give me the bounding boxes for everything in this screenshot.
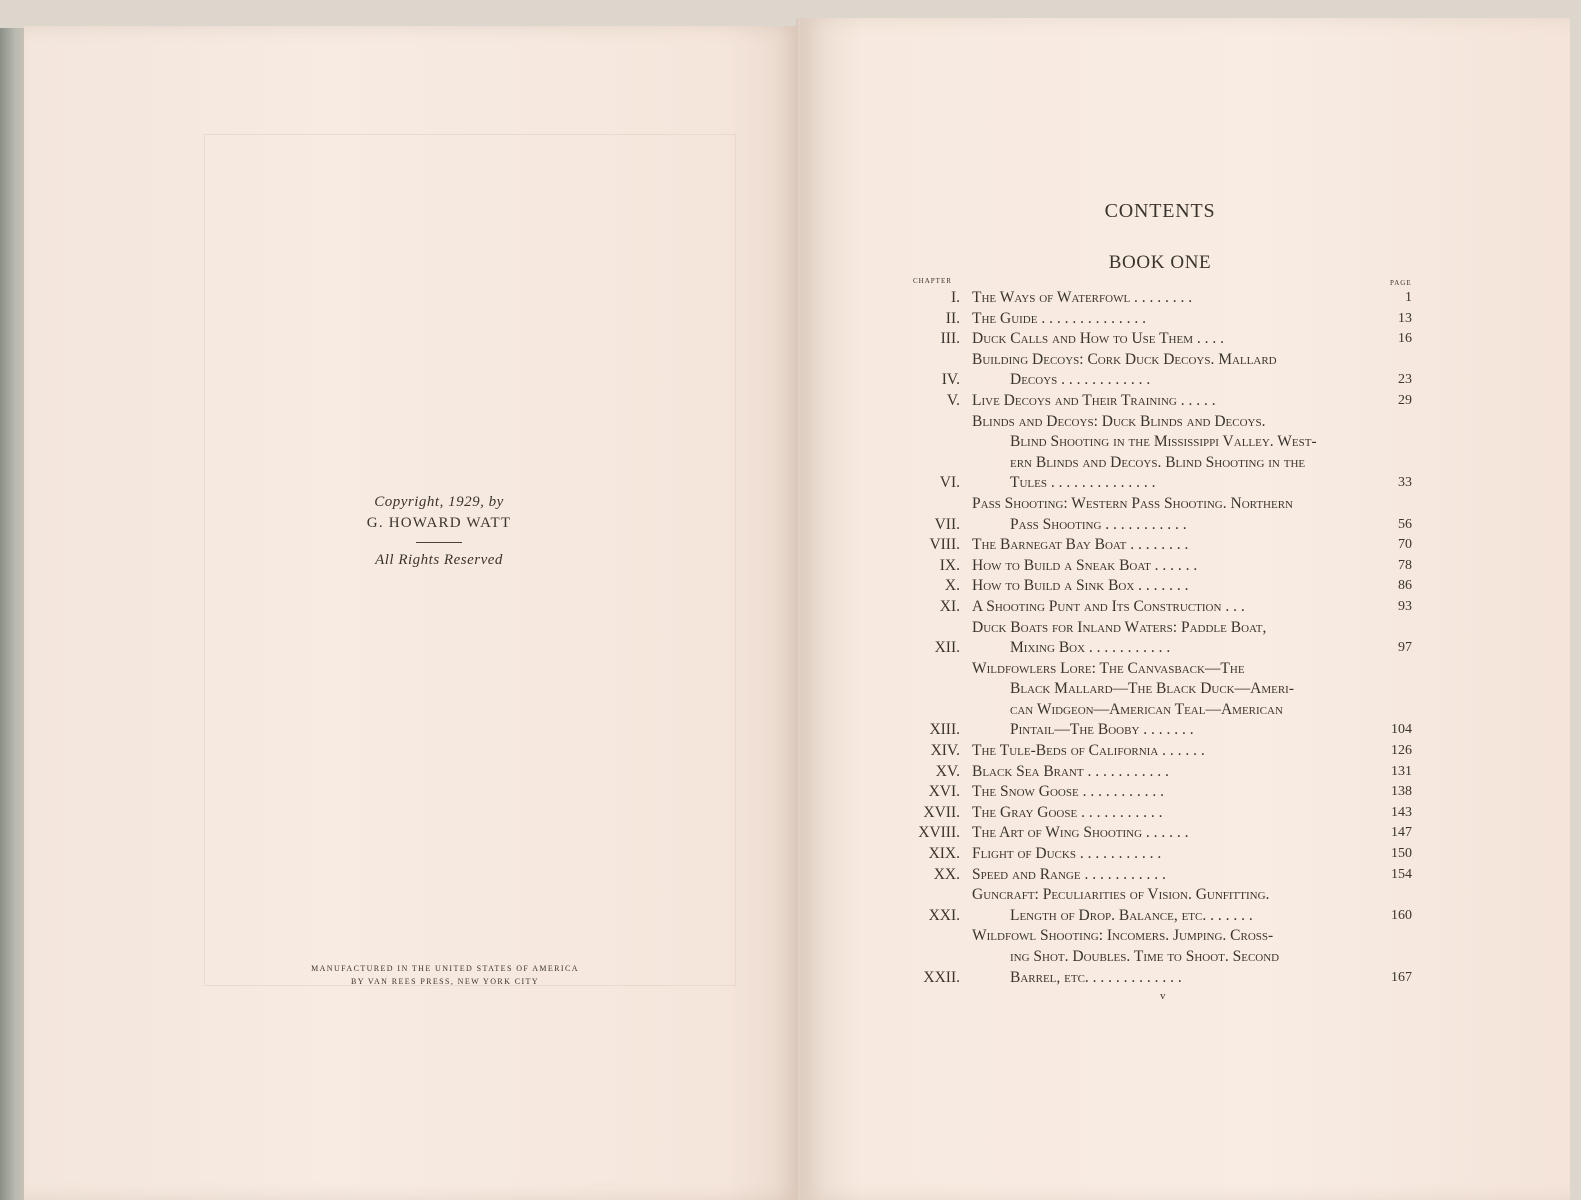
chapter-title — [972, 391, 1378, 412]
chapter-number: XII. — [934, 639, 960, 657]
table-of-contents — [900, 288, 1440, 988]
chapter-title-line: Decoys . . . . . . . . . . . . — [1010, 371, 1151, 389]
chapter-number: XIV. — [930, 742, 960, 760]
toc-entry — [900, 494, 1440, 535]
chapter-title — [972, 350, 1378, 391]
chapter-title-line: Pass Shooting . . . . . . . . . . . — [1010, 515, 1187, 533]
page-number: 23 — [1398, 372, 1412, 388]
page-number: 143 — [1391, 804, 1412, 820]
chapter-title — [972, 926, 1378, 988]
chapter-title — [972, 556, 1378, 577]
chapter-number: XX. — [933, 865, 960, 883]
chapter-title — [972, 535, 1378, 556]
toc-entry — [900, 597, 1440, 618]
toc-entry — [900, 762, 1440, 783]
copyright-block — [330, 494, 548, 569]
chapter-number: VII. — [934, 515, 960, 533]
chapter-number: XXII. — [923, 968, 960, 986]
page-number: 150 — [1391, 846, 1412, 862]
manufacturer-line: BY VAN REES PRESS, NEW YORK CITY — [350, 977, 539, 986]
chapter-title — [972, 576, 1378, 597]
page-number: 167 — [1391, 969, 1412, 985]
chapter-title — [972, 844, 1378, 865]
chapter-title — [972, 412, 1378, 494]
chapter-title — [972, 618, 1378, 659]
chapter-number: IV. — [941, 371, 960, 389]
chapter-title — [972, 865, 1378, 886]
chapter-title-line: The Ways of Waterfowl . . . . . . . . — [972, 289, 1193, 306]
chapter-number: XI. — [939, 597, 960, 615]
chapter-title-line: How to Build a Sink Box . . . . . . . — [972, 577, 1189, 595]
chapter-title-line: Live Decoys and Their Training . . . . . — [972, 391, 1216, 409]
rights-line: All Rights Reserved — [375, 552, 503, 568]
chapter-title-line: Flight of Ducks . . . . . . . . . . . — [972, 845, 1162, 863]
chapter-title-line: can Widgeon—American Teal—American — [1010, 700, 1283, 718]
chapter-title — [972, 288, 1378, 309]
page-number: 160 — [1391, 907, 1412, 923]
book-cover-edge — [0, 28, 26, 1200]
page-number: 33 — [1398, 475, 1412, 491]
chapter-number: I. — [950, 289, 960, 306]
chapter-title — [972, 782, 1378, 803]
page-number: 97 — [1398, 640, 1412, 656]
chapter-title-line: Mixing Box . . . . . . . . . . . — [1010, 639, 1171, 657]
chapter-number: XV. — [935, 762, 960, 780]
chapter-column-header: CHAPTER — [913, 277, 952, 285]
chapter-title-line: ern Blinds and Decoys. Blind Shooting in the — [1010, 453, 1306, 471]
chapter-title-line: Pass Shooting: Western Pass Shooting. Northern — [972, 494, 1293, 512]
page-number: 78 — [1398, 557, 1412, 573]
toc-entry — [900, 535, 1440, 556]
chapter-title-line: Blind Shooting in the Mississippi Valley. West- — [1010, 433, 1317, 451]
chapter-title-line: Black Sea Brant . . . . . . . . . . . — [972, 762, 1169, 780]
chapter-title-line: The Gray Goose . . . . . . . . . . . — [972, 803, 1163, 821]
chapter-title-line: Length of Drop. Balance, etc. . . . . . . — [1010, 906, 1253, 924]
page-number: 1 — [1405, 290, 1412, 305]
chapter-title-line: The Snow Goose . . . . . . . . . . . — [972, 783, 1164, 801]
page-folio: v — [1160, 990, 1166, 1002]
chapter-title — [972, 823, 1378, 844]
chapter-title — [972, 309, 1378, 330]
chapter-title-line: Wildfowlers Lore: The Canvasback—The — [972, 659, 1245, 677]
chapter-title-line: Speed and Range . . . . . . . . . . . — [972, 865, 1166, 883]
toc-entry — [900, 391, 1440, 412]
page-number: 16 — [1398, 331, 1412, 347]
chapter-title-line: Pintail—The Booby . . . . . . . — [1010, 721, 1194, 739]
page-number: 93 — [1398, 598, 1412, 614]
chapter-title-line: Barrel, etc. . . . . . . . . . . . . — [1010, 968, 1182, 986]
chapter-title-line: Tules . . . . . . . . . . . . . . — [1010, 474, 1156, 492]
chapter-title-line: Black Mallard—The Black Duck—Ameri- — [1010, 680, 1294, 698]
page-number: 70 — [1398, 537, 1412, 553]
chapter-title-line: A Shooting Punt and Its Construction . . . — [972, 597, 1245, 615]
page-number: 126 — [1391, 743, 1412, 759]
manufacturer-line: MANUFACTURED IN THE UNITED STATES OF AMERICA — [311, 964, 579, 973]
page-number: 13 — [1398, 310, 1412, 326]
copyright-line: Copyright, 1929, by — [374, 494, 504, 510]
page-number: 86 — [1398, 578, 1412, 594]
chapter-number: XXI. — [928, 906, 960, 924]
toc-entry — [900, 309, 1440, 330]
copyright-author: G. HOWARD WATT — [366, 515, 512, 531]
toc-entry — [900, 741, 1440, 762]
contents-title: CONTENTS — [1104, 200, 1216, 222]
page-number: 29 — [1398, 392, 1412, 408]
page-number: 147 — [1391, 825, 1412, 841]
chapter-number: XIII. — [929, 721, 960, 739]
chapter-number: XIX. — [928, 845, 960, 863]
copyright-page — [24, 26, 800, 1200]
chapter-title-line: Wildfowl Shooting: Incomers. Jumping. Cross- — [972, 927, 1274, 945]
chapter-title — [972, 762, 1378, 783]
page-column-header: PAGE — [1390, 279, 1412, 287]
chapter-number: X. — [944, 577, 960, 595]
toc-entry — [900, 556, 1440, 577]
chapter-title — [972, 885, 1378, 926]
chapter-title-line: Building Decoys: Cork Duck Decoys. Mallard — [972, 350, 1277, 368]
toc-entry — [900, 823, 1440, 844]
chapter-number: XVII. — [923, 803, 960, 821]
chapter-number: VIII. — [929, 536, 960, 554]
toc-entry — [900, 576, 1440, 597]
chapter-title — [972, 329, 1378, 350]
toc-entry — [900, 350, 1440, 391]
page-number: 104 — [1391, 722, 1412, 738]
chapter-number: V. — [946, 391, 960, 409]
chapter-title-line: The Tule-Beds of California . . . . . . — [972, 742, 1205, 760]
toc-entry — [900, 865, 1440, 886]
chapter-title-line: The Barnegat Bay Boat . . . . . . . . — [972, 536, 1189, 554]
chapter-title-line: The Art of Wing Shooting . . . . . . — [972, 824, 1189, 842]
chapter-title-line: Blinds and Decoys: Duck Blinds and Decoys. — [972, 412, 1266, 430]
chapter-title-line: The Guide . . . . . . . . . . . . . . — [972, 309, 1146, 327]
toc-entry — [900, 288, 1440, 309]
toc-entry — [900, 844, 1440, 865]
chapter-title-line: Guncraft: Peculiarities of Vision. Gunfitting. — [972, 886, 1270, 904]
toc-entry — [900, 782, 1440, 803]
chapter-title — [972, 659, 1378, 741]
chapter-title — [972, 597, 1378, 618]
toc-entry — [900, 618, 1440, 659]
chapter-title — [972, 741, 1378, 762]
toc-entry — [900, 926, 1440, 988]
toc-entry — [900, 803, 1440, 824]
toc-entry — [900, 412, 1440, 494]
chapter-title-line: ing Shot. Doubles. Time to Shoot. Second — [1010, 948, 1280, 965]
chapter-number: XVI. — [928, 783, 960, 801]
toc-entry — [900, 659, 1440, 741]
chapter-number: XVIII. — [918, 824, 960, 842]
page-number: 56 — [1398, 516, 1412, 532]
chapter-title-line: Duck Calls and How to Use Them . . . . — [972, 330, 1224, 348]
manufacturer-imprint — [280, 962, 610, 988]
toc-entry — [900, 885, 1440, 926]
toc-entry — [900, 329, 1440, 350]
page-number: 131 — [1391, 763, 1412, 779]
chapter-number: IX. — [939, 556, 960, 574]
chapter-number: III. — [940, 330, 960, 348]
chapter-title — [972, 803, 1378, 824]
divider — [416, 542, 462, 543]
page-number: 138 — [1391, 784, 1412, 800]
book-heading: BOOK ONE — [1108, 252, 1212, 273]
chapter-number: II. — [945, 309, 960, 327]
chapter-title-line: Duck Boats for Inland Waters: Paddle Boat, — [972, 618, 1267, 636]
chapter-title — [972, 494, 1378, 535]
chapter-title-line: How to Build a Sneak Boat . . . . . . — [972, 556, 1198, 574]
chapter-number: VI. — [939, 474, 960, 492]
page-number: 154 — [1391, 866, 1412, 882]
